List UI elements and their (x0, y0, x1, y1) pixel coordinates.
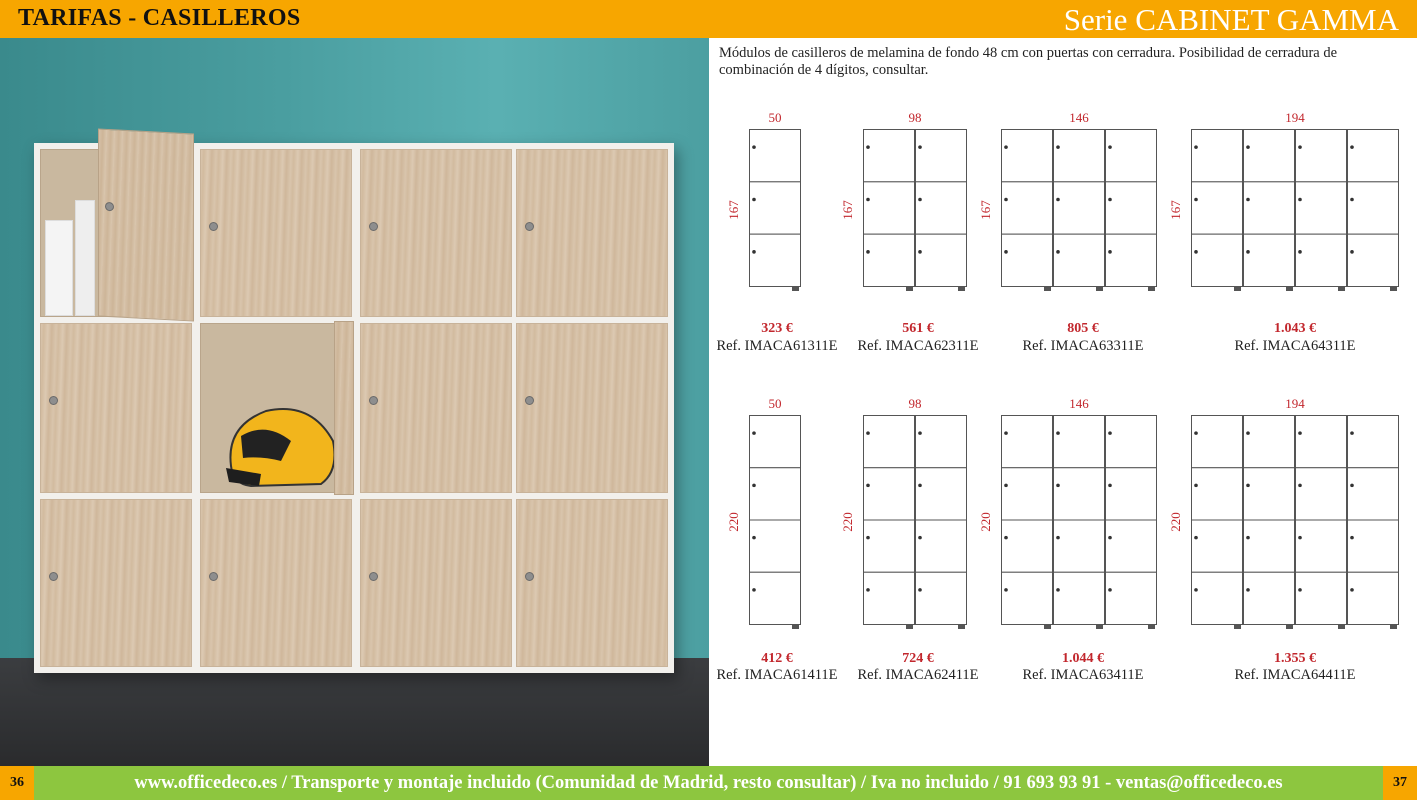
height-dimension-label: 167 (978, 199, 993, 220)
locker-door-outline (1192, 520, 1243, 572)
locker-door-outline (1002, 234, 1053, 286)
lock-icon (1108, 145, 1112, 149)
locker-foot (1234, 625, 1241, 629)
product-price: 1.355 € (1274, 651, 1316, 666)
lock-icon (1004, 198, 1008, 202)
lock-icon (1350, 536, 1354, 540)
photo-floor (0, 658, 709, 766)
lock-icon (752, 536, 756, 540)
lock-icon (1350, 198, 1354, 202)
lock-icon (1246, 431, 1250, 435)
locker-foot (1338, 625, 1345, 629)
width-dimension-label: 194 (1285, 396, 1305, 411)
lock-icon (1004, 588, 1008, 592)
lock-icon (752, 198, 756, 202)
series-title: Serie CABINET GAMMA (1063, 2, 1399, 37)
locker-door-outline (1054, 520, 1105, 572)
locker-module-drawing (863, 129, 969, 296)
lock-icon (1194, 250, 1198, 254)
lock-icon (1194, 198, 1198, 202)
lock-icon (752, 431, 756, 435)
lock-icon (752, 484, 756, 488)
lock-icon (866, 536, 870, 540)
locker-door (360, 149, 512, 317)
lock-icon (918, 536, 922, 540)
lock-icon (1194, 145, 1198, 149)
locker-door-outline (1054, 468, 1105, 520)
product-reference: Ref. IMACA62411E (857, 667, 979, 683)
locker-door-outline (1106, 130, 1157, 182)
locker-door-outline (1348, 182, 1399, 234)
open-door (334, 321, 354, 495)
lock-icon (866, 198, 870, 202)
door-lock-icon (369, 572, 378, 581)
locker-door-outline (1244, 234, 1295, 286)
lock-icon (918, 431, 922, 435)
lock-icon (1350, 484, 1354, 488)
lock-icon (1108, 484, 1112, 488)
lock-icon (1004, 250, 1008, 254)
product-reference: Ref. IMACA61311E (716, 338, 838, 354)
height-dimension-label: 220 (978, 511, 993, 532)
locker-module-drawing (1001, 415, 1159, 634)
lock-icon (1108, 198, 1112, 202)
locker-door-outline (750, 234, 801, 286)
locker-foot (1338, 287, 1345, 291)
lock-icon (1298, 250, 1302, 254)
locker-module-drawing (1001, 129, 1159, 296)
locker-door-outline (1106, 234, 1157, 286)
lock-icon (1298, 431, 1302, 435)
door-lock-icon (525, 572, 534, 581)
lock-icon (1004, 431, 1008, 435)
door-lock-icon (525, 396, 534, 405)
locker-door-outline (1244, 572, 1295, 624)
product-reference: Ref. IMACA64311E (1234, 338, 1356, 354)
locker-foot (1148, 287, 1155, 291)
locker-door-outline (1106, 520, 1157, 572)
door-lock-icon (49, 396, 58, 405)
lock-icon (918, 145, 922, 149)
locker-door-outline (1348, 468, 1399, 520)
locker-foot (1286, 287, 1293, 291)
locker-module-drawing (1191, 129, 1401, 296)
footer-contact-text: www.officedeco.es / Transporte y montaje incluido (Comunidad de Madrid, resto consultar) / Iva no incluido / 91 693 93 91 - ventas@officedeco.es (134, 773, 1283, 793)
locker-door (360, 323, 512, 493)
door-lock-icon (49, 572, 58, 581)
locker-door-outline (1348, 572, 1399, 624)
locker-door-outline (750, 182, 801, 234)
lock-icon (1298, 145, 1302, 149)
lock-icon (752, 250, 756, 254)
lock-icon (1194, 588, 1198, 592)
height-dimension-label: 220 (726, 511, 741, 532)
product-description: Módulos de casilleros de melamina de fondo 48 cm con puertas con cerradura. Posibilidad de cerradura de combinación de 4 dígitos, consultar. (719, 45, 1338, 78)
height-dimension-label: 167 (840, 199, 855, 220)
locker-foot (792, 625, 799, 629)
locker-module-drawing (749, 129, 803, 296)
product-price: 724 € (902, 651, 934, 666)
door-lock-icon (369, 222, 378, 231)
lock-icon (918, 250, 922, 254)
product-reference: Ref. IMACA63411E (1022, 667, 1144, 683)
height-dimension-label: 220 (1168, 511, 1183, 532)
locker-door-outline (750, 468, 801, 520)
product-price: 1.044 € (1062, 651, 1104, 666)
locker-door-outline (1244, 468, 1295, 520)
locker-foot (1044, 625, 1051, 629)
lock-icon (1246, 198, 1250, 202)
locker-door (40, 323, 192, 493)
lock-icon (1298, 484, 1302, 488)
locker-door-outline (1054, 234, 1105, 286)
lock-icon (918, 588, 922, 592)
width-dimension-label: 146 (1069, 110, 1089, 125)
product-reference: Ref. IMACA63311E (1022, 338, 1144, 354)
lock-icon (1350, 145, 1354, 149)
locker-door-outline (750, 572, 801, 624)
lock-icon (918, 484, 922, 488)
lock-icon (866, 250, 870, 254)
locker-door-outline (916, 234, 967, 286)
locker-door-outline (1296, 182, 1347, 234)
door-lock-icon (105, 202, 114, 211)
page-title: TARIFAS - CASILLEROS (18, 5, 301, 31)
locker-door-outline (1054, 182, 1105, 234)
locker-door-outline (1296, 234, 1347, 286)
locker-door-outline (1244, 182, 1295, 234)
lock-icon (1108, 250, 1112, 254)
locker-door-outline (864, 130, 915, 182)
product-price: 323 € (761, 321, 793, 336)
lock-icon (1056, 588, 1060, 592)
product-reference: Ref. IMACA62311E (857, 338, 979, 354)
locker-door-outline (1106, 572, 1157, 624)
product-reference: Ref. IMACA64411E (1234, 667, 1356, 683)
door-lock-icon (369, 396, 378, 405)
locker-door-outline (916, 182, 967, 234)
width-dimension-label: 98 (908, 110, 922, 125)
locker-door-outline (1002, 416, 1053, 468)
locker-door-outline (1348, 234, 1399, 286)
lock-icon (1246, 145, 1250, 149)
lock-icon (1108, 536, 1112, 540)
product-reference: Ref. IMACA61411E (716, 667, 838, 683)
locker-door-outline (864, 234, 915, 286)
locker-door-outline (1192, 572, 1243, 624)
locker-door-outline (1002, 520, 1053, 572)
locker-door-outline (750, 130, 801, 182)
locker-foot (1096, 625, 1103, 629)
locker-door-outline (916, 572, 967, 624)
locker-foot (958, 287, 965, 291)
locker-door (360, 499, 512, 667)
lock-icon (1194, 484, 1198, 488)
locker-door-outline (864, 572, 915, 624)
helmet-icon (221, 396, 341, 491)
locker-door (200, 149, 352, 317)
lock-icon (1350, 431, 1354, 435)
height-dimension-label: 167 (726, 199, 741, 220)
lock-icon (1004, 536, 1008, 540)
locker-foot (906, 625, 913, 629)
locker-door-outline (1348, 130, 1399, 182)
lock-icon (1056, 431, 1060, 435)
locker-door-outline (1106, 416, 1157, 468)
locker-door-outline (1296, 572, 1347, 624)
locker-module-drawing (863, 415, 969, 634)
locker-door-outline (1348, 520, 1399, 572)
locker-door-outline (864, 416, 915, 468)
locker-foot (1286, 625, 1293, 629)
locker-door-outline (1192, 416, 1243, 468)
lock-icon (866, 145, 870, 149)
lock-icon (752, 145, 756, 149)
locker-foot (1096, 287, 1103, 291)
locker-door-outline (1002, 130, 1053, 182)
open-door (98, 128, 194, 321)
locker-door-outline (864, 182, 915, 234)
lock-icon (1246, 588, 1250, 592)
lock-icon (1056, 250, 1060, 254)
width-dimension-label: 50 (768, 110, 782, 125)
locker-door-outline (916, 416, 967, 468)
locker-door-outline (1106, 468, 1157, 520)
lock-icon (1350, 250, 1354, 254)
locker-door (200, 499, 352, 667)
lock-icon (1056, 198, 1060, 202)
locker-foot (906, 287, 913, 291)
locker-door-outline (1348, 416, 1399, 468)
locker-door-outline (864, 468, 915, 520)
locker-foot (1234, 287, 1241, 291)
lock-icon (1298, 198, 1302, 202)
locker-door-outline (1244, 130, 1295, 182)
locker-door-outline (1296, 520, 1347, 572)
locker-door-outline (750, 416, 801, 468)
product-price: 561 € (902, 321, 934, 336)
locker-door-outline (1244, 416, 1295, 468)
locker-door-outline (1296, 468, 1347, 520)
locker-door-outline (1192, 468, 1243, 520)
locker-door-outline (1192, 130, 1243, 182)
locker-door (516, 499, 668, 667)
lock-icon (1056, 145, 1060, 149)
binder (45, 220, 73, 316)
locker-door-outline (916, 468, 967, 520)
lock-icon (1108, 588, 1112, 592)
lock-icon (1246, 250, 1250, 254)
locker-door-outline (1002, 572, 1053, 624)
door-lock-icon (525, 222, 534, 231)
lock-icon (866, 588, 870, 592)
locker-door-outline (1106, 182, 1157, 234)
lock-icon (866, 484, 870, 488)
width-dimension-label: 146 (1069, 396, 1089, 411)
locker-door-outline (864, 520, 915, 572)
product-price: 805 € (1067, 321, 1099, 336)
door-lock-icon (209, 222, 218, 231)
lock-icon (1246, 536, 1250, 540)
lock-icon (918, 198, 922, 202)
locker-foot (1390, 625, 1397, 629)
locker-door-outline (1054, 572, 1105, 624)
height-dimension-label: 167 (1168, 199, 1183, 220)
locker-door-outline (1054, 416, 1105, 468)
locker-door-outline (1054, 130, 1105, 182)
product-price: 1.043 € (1274, 321, 1316, 336)
lock-icon (1194, 536, 1198, 540)
product-photo (0, 38, 709, 766)
locker-foot (792, 287, 799, 291)
open-compartment-helmet (200, 323, 336, 493)
lock-icon (752, 588, 756, 592)
locker-door-outline (1002, 182, 1053, 234)
binder (75, 200, 95, 316)
locker-cabinet-illustration (34, 143, 674, 673)
locker-module-drawing (749, 415, 803, 634)
lock-icon (1246, 484, 1250, 488)
locker-door-outline (1296, 416, 1347, 468)
lock-icon (866, 431, 870, 435)
width-dimension-label: 50 (768, 396, 782, 411)
lock-icon (1108, 431, 1112, 435)
locker-door-outline (1192, 182, 1243, 234)
locker-door-outline (1192, 234, 1243, 286)
locker-door-outline (1244, 520, 1295, 572)
locker-foot (1390, 287, 1397, 291)
lock-icon (1194, 431, 1198, 435)
locker-door-outline (750, 520, 801, 572)
lock-icon (1056, 536, 1060, 540)
width-dimension-label: 98 (908, 396, 922, 411)
locker-door-outline (916, 520, 967, 572)
door-lock-icon (209, 572, 218, 581)
lock-icon (1298, 536, 1302, 540)
page-number-left: 36 (0, 766, 34, 800)
product-price: 412 € (761, 651, 793, 666)
lock-icon (1004, 484, 1008, 488)
height-dimension-label: 220 (840, 511, 855, 532)
lock-icon (1004, 145, 1008, 149)
locker-door-outline (916, 130, 967, 182)
locker-door-outline (1296, 130, 1347, 182)
locker-door (516, 149, 668, 317)
width-dimension-label: 194 (1285, 110, 1305, 125)
locker-door (40, 499, 192, 667)
lock-icon (1056, 484, 1060, 488)
lock-icon (1298, 588, 1302, 592)
locker-door-outline (1002, 468, 1053, 520)
locker-foot (958, 625, 965, 629)
lock-icon (1350, 588, 1354, 592)
page-number-right: 37 (1383, 766, 1417, 800)
locker-foot (1044, 287, 1051, 291)
locker-module-drawing (1191, 415, 1401, 634)
locker-door (516, 323, 668, 493)
locker-foot (1148, 625, 1155, 629)
